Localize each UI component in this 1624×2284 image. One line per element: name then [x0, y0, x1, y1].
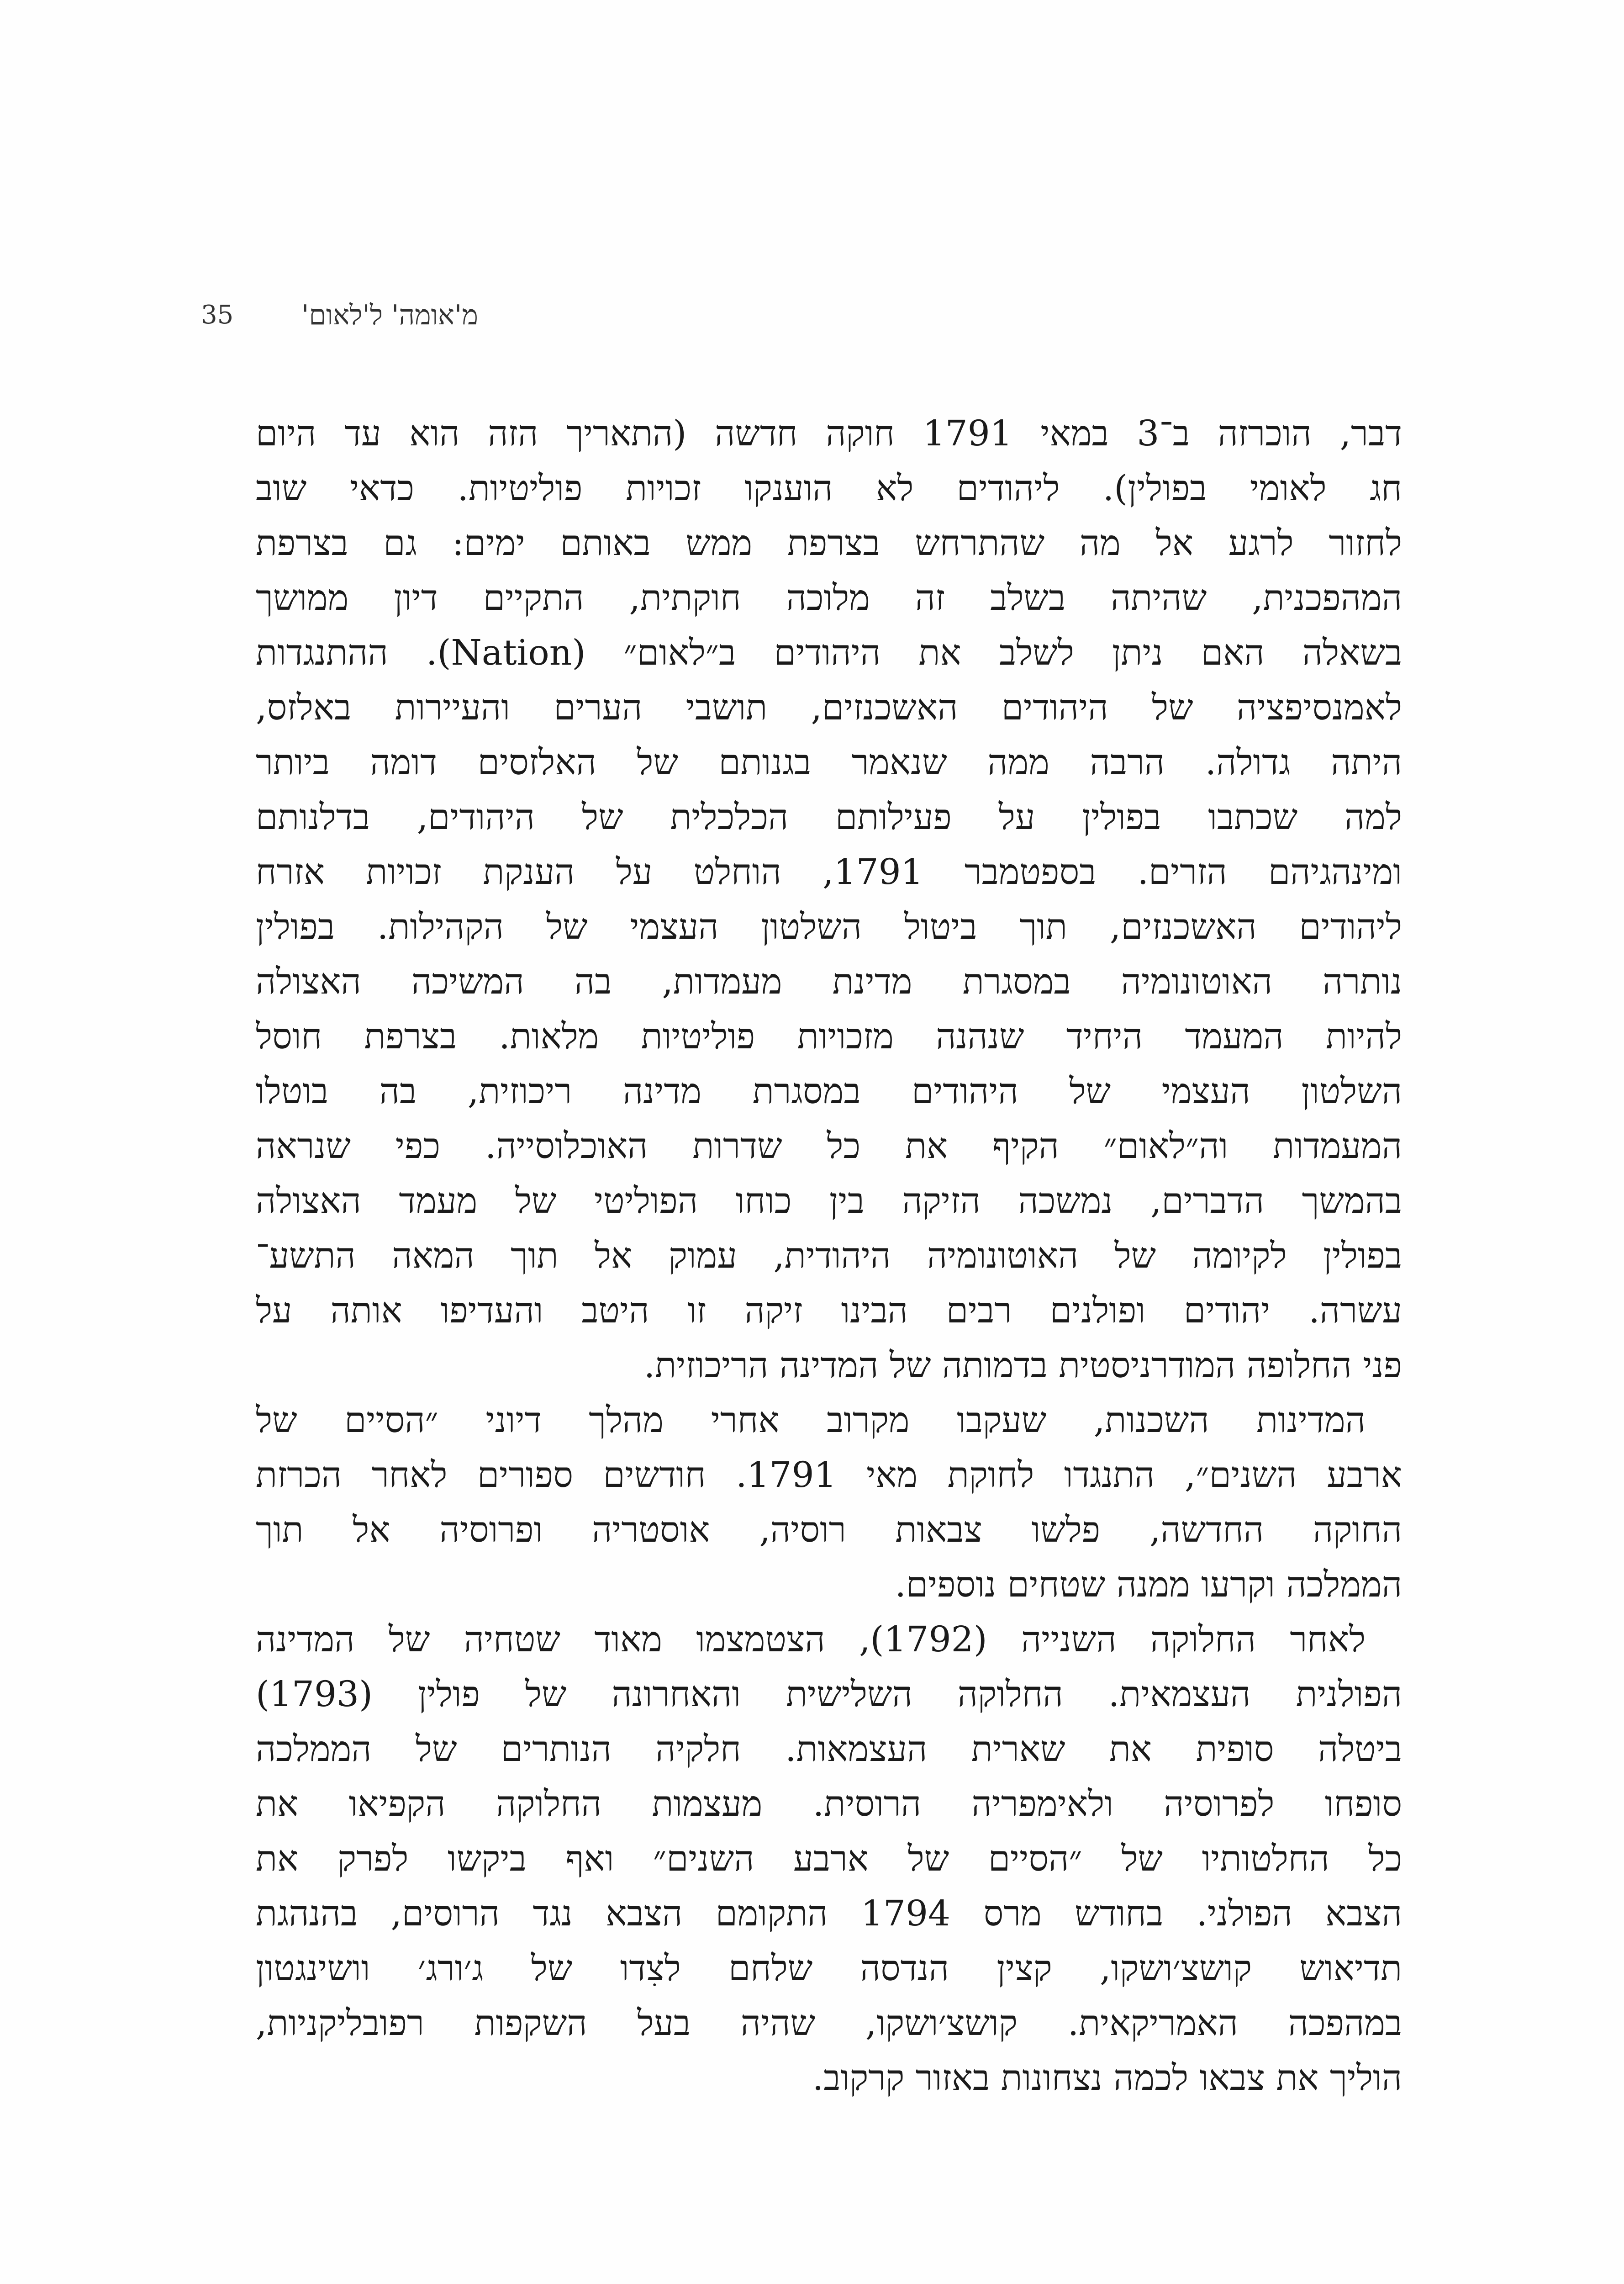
text-line: בהמשך הדברים, נמשכה הזיקה בין כוחו הפוליטי של מעמד האצולה	[256, 1181, 1402, 1221]
text-line: עשרה. יהודים ופולנים רבים הבינו זיקה זו היטב והעדיפו אותה על	[256, 1290, 1402, 1331]
text-line: בפולין לקיומה של האוטונומיה היהודית, עמוק אל תוך המאה התשע־	[256, 1236, 1402, 1276]
text-line: המדינות השכנות, שעקבו מקרוב אחרי מהלך דיוני ״הסיים של	[256, 1400, 1366, 1441]
text-line: למה שכתבו בפולין על פעילותם הכלכלית של היהודים, בדלנותם	[256, 797, 1402, 838]
running-title: מ'אומה' ל'לאום'	[301, 299, 478, 331]
text-line: היתה גדולה. הרבה ממה שנאמר בגנותם של האלזסים דומה ביותר	[256, 742, 1402, 783]
text-line: להיות המעמד היחיד שנהנה מזכויות פוליטיות מלאות. בצרפת חוסל	[256, 1016, 1402, 1057]
text-line: תדיאוש קושצ׳ושקו, קצין הנדסה שלחם לצִדו של ג׳ורג׳ וושינגטון	[256, 1948, 1402, 1989]
text-line: החוקה החדשה, פלשו צבאות רוסיה, אוסטריה ופרוסיה אל תוך	[256, 1510, 1402, 1550]
text-line: המהפכנית, שהיתה בשלב זה מלוכה חוקתית, התקיים דיון ממושך	[256, 578, 1402, 619]
text-line: השלטון העצמי של היהודים במסגרת מדינה ריכוזית, בה בוטלו	[256, 1071, 1402, 1112]
text-line: בשאלה האם ניתן לשלב את היהודים ב״לאום״ (Nation). ההתנגדות	[256, 633, 1402, 673]
page-number: 35	[201, 300, 234, 330]
text-line: נותרה האוטונומיה במסגרת מדינת מעמדות, בה המשיכה האצולה	[256, 962, 1402, 1002]
text-line: הוליך את צבאו לכמה נצחונות באזור קרקוב.	[812, 2058, 1402, 2099]
text-line: ביטלה סופית את שארית העצמאות. חלקיה הנותרים של הממלכה	[256, 1729, 1402, 1770]
text-line: הממלכה וקרעו ממנה שטחים נוספים.	[895, 1565, 1402, 1605]
text-line: לחזור לרגע אל מה שהתרחש בצרפת ממש באותם ימים: גם בצרפת	[256, 523, 1402, 564]
text-line: לאמנסיפציה של היהודים האשכנזים, תושבי הערים והעיירות באלזס,	[256, 687, 1402, 728]
text-line: ומינהגיהם הזרים. בספטמבר 1791, הוחלט על הענקת זכויות אזרח	[256, 852, 1402, 893]
text-line: סופחו לפרוסיה ולאימפריה הרוסית. מעצמות החלוקה הקפיאו את	[256, 1784, 1402, 1824]
text-line: הפולנית העצמאית. החלוקה השלישית והאחרונה של פולין (1793)	[256, 1674, 1402, 1715]
text-line: חג לאומי בפולין). ליהודים לא הוענקו זכויות פוליטיות. כדאי שוב	[256, 468, 1402, 509]
text-line: כל החלטותיו של ״הסיים של ארבע השנים״ ואף ביקשו לפרק את	[256, 1839, 1402, 1879]
text-line: המעמדות וה״לאום״ הקיף את כל שדרות האוכלוסייה. כפי שנראה	[256, 1126, 1402, 1167]
text-line: דבר, הוכרזה ב־3 במאי 1791 חוקה חדשה (התאריך הזה הוא עד היום	[256, 413, 1402, 454]
body-text	[256, 407, 1402, 2106]
text-line: ארבע השנים״, התנגדו לחוקת מאי 1791. חודשים ספורים לאחר הכרזת	[256, 1455, 1402, 1496]
text-line: פני החלופה המודרניסטית בדמותה של המדינה הריכוזית.	[643, 1345, 1402, 1386]
text-line: לאחר החלוקה השנייה (1792), הצטמצמו מאוד שטחיה של המדינה	[256, 1619, 1366, 1660]
text-line: במהפכה האמריקאית. קושצ׳ושקו, שהיה בעל השקפות רפובליקניות,	[256, 2003, 1402, 2044]
text-line: ליהודים האשכנזים, תוך ביטול השלטון העצמי של הקהילות. בפולין	[256, 907, 1402, 947]
text-line: הצבא הפולני. בחודש מרס 1794 התקומם הצבא נגד הרוסים, בהנהגת	[256, 1893, 1402, 1934]
running-head	[201, 292, 1443, 338]
